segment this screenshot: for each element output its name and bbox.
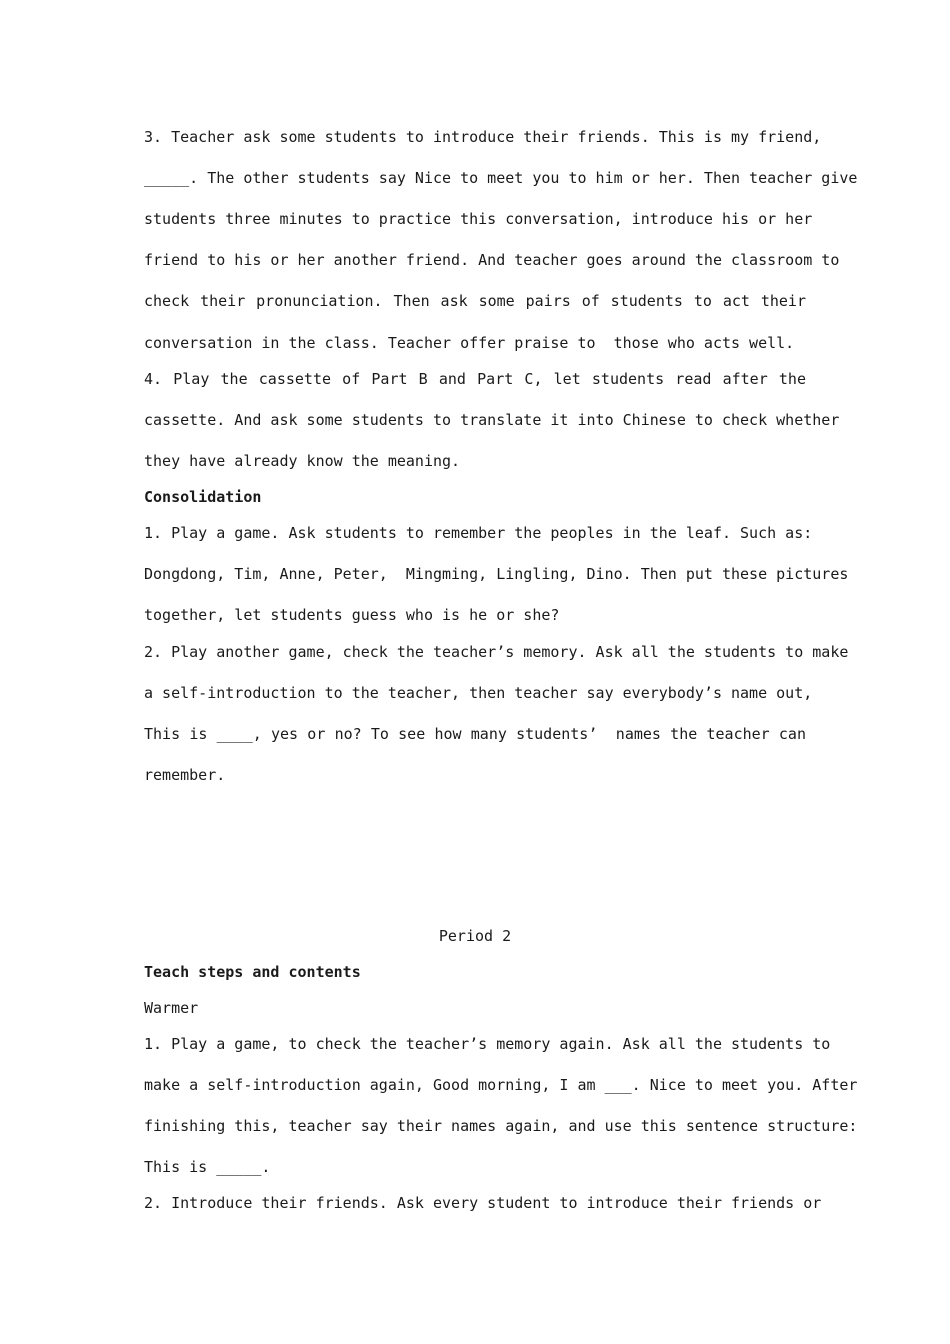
- paragraph-line: 3. Teacher ask some students to introduce their friends. This is my friend,: [144, 128, 822, 146]
- paragraph-line: they have already know the meaning.: [144, 452, 461, 470]
- paragraph-line: 1. Play a game. Ask students to remember the peoples in the leaf. Such as:: [144, 524, 813, 542]
- paragraph-line: make a self-introduction again, Good morning, I am ___. Nice to meet you. After: [144, 1076, 858, 1094]
- paragraph-line: students three minutes to practice this conversation, introduce his or her: [144, 210, 813, 228]
- paragraph-line: Dongdong, Tim, Anne, Peter, Mingming, Lingling, Dino. Then put these pictures: [144, 565, 849, 583]
- period-title: Period 2: [438, 927, 512, 945]
- paragraph-line: This is ____, yes or no? To see how many students’ names the teacher can: [144, 725, 806, 743]
- paragraph-line: finishing this, teacher say their names again, and use this sentence structure:: [144, 1117, 858, 1135]
- document-page: [144, 0, 858, 1344]
- subheading-warmer: Warmer: [144, 999, 199, 1017]
- section-heading-consolidation: Consolidation: [144, 488, 262, 506]
- paragraph-line: friend to his or her another friend. And teacher goes around the classroom to: [144, 251, 840, 269]
- paragraph-line: 1. Play a game, to check the teacher’s memory again. Ask all the students to: [144, 1035, 831, 1053]
- paragraph-line: check their pronunciation. Then ask some pairs of students to act their: [144, 292, 806, 310]
- paragraph-line: a self-introduction to the teacher, then teacher say everybody’s name out,: [144, 684, 813, 702]
- paragraph-line: cassette. And ask some students to translate it into Chinese to check whether: [144, 411, 840, 429]
- paragraph-line: 2. Play another game, check the teacher’s memory. Ask all the students to make: [144, 643, 849, 661]
- paragraph-line: conversation in the class. Teacher offer praise to those who acts well.: [144, 334, 795, 352]
- paragraph-line: 4. Play the cassette of Part B and Part C, let students read after the: [144, 370, 806, 388]
- paragraph-line: _____. The other students say Nice to meet you to him or her. Then teacher give: [144, 169, 858, 187]
- paragraph-line: This is _____.: [144, 1158, 271, 1176]
- paragraph-line: remember.: [144, 766, 226, 784]
- paragraph-line: 2. Introduce their friends. Ask every student to introduce their friends or: [144, 1194, 822, 1212]
- paragraph-line: together, let students guess who is he or she?: [144, 606, 560, 624]
- section-heading-teach-steps: Teach steps and contents: [144, 963, 361, 981]
